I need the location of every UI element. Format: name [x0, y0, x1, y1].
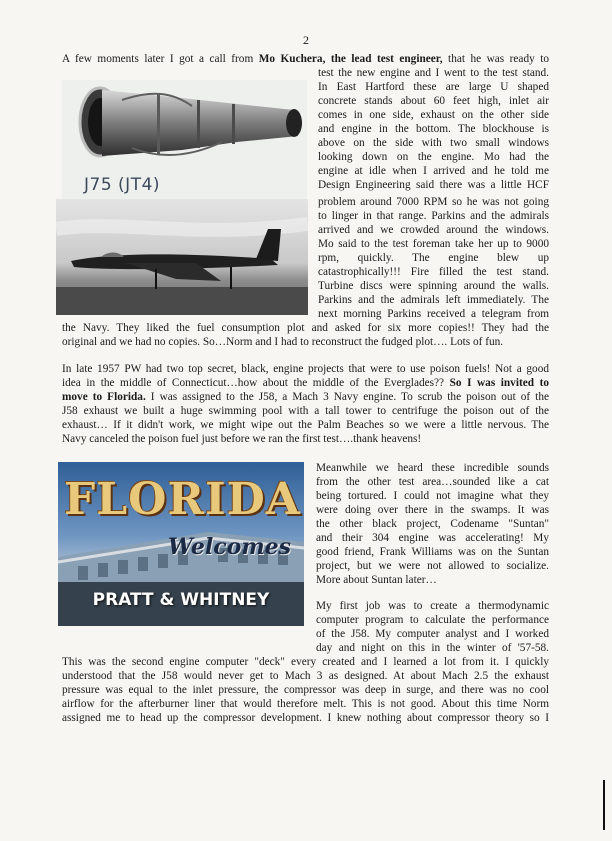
- aircraft-photo: [56, 199, 308, 315]
- pratt-whitney-text: PRATT & WHITNEY: [92, 590, 270, 610]
- p1-line-3: In East Hartford these are large U shaped: [318, 81, 549, 93]
- p1-line-13: arrived and we crowded around the windows.: [318, 224, 549, 236]
- p2-line-6: Navy canceled the poison fuel just before we ran the first test….thank heavens!: [62, 433, 422, 445]
- p3-line-7: good friend, Frank Williams was on the Suntan: [316, 546, 549, 558]
- p3-line-2: from the other test area…sounded like a cat: [316, 476, 549, 488]
- p1-line-21: original and we had no copies. So…Norm and I had to reconstruct the fudged plot…. Lots of fun.: [62, 336, 504, 348]
- p2-line-3: [62, 391, 549, 404]
- p4-line-7: pressure was equal to the inlet pressure, the compressor was deep in surge, and there was no cool: [62, 684, 549, 696]
- jet-aircraft-icon: [56, 199, 308, 315]
- p1-line-9: engine at idle when I arrived and he told me: [318, 165, 549, 177]
- p4-line-4: day and night on this in the winter of '57-58.: [316, 642, 549, 654]
- p2-line-3-bold: move to Florida.: [62, 391, 146, 403]
- p1-line-1-end: that he was ready to: [442, 53, 550, 65]
- p4-line-6: understood that the J58 would never get to Mach 3 as designed. At about Mach 2.5 the exhaust: [62, 670, 549, 682]
- p2-line-2-bold: So I was invited to: [449, 377, 549, 389]
- p3-line-9: More about Suntan later…: [316, 574, 437, 586]
- engine-photo: [62, 80, 307, 199]
- welcomes-text: Welcomes: [168, 534, 291, 560]
- engine-caption: J75 (JT4): [84, 175, 161, 195]
- p2-line-3-end: I was assigned to the J58, a Mach 3 Navy engine. To scrub the poison out of the: [145, 391, 549, 403]
- p1-line-14: Mo said to the test foreman take her up to 9000: [318, 238, 549, 250]
- p1-line-19: next morning Parkins received a telegram from: [318, 308, 549, 320]
- florida-welcomes-photo: [58, 462, 304, 626]
- p3-line-8: project, but we were not allowed to socialize.: [316, 560, 549, 572]
- p1-line-8: looking down on the engine. Mo had the: [318, 151, 549, 163]
- p4-line-2: computer program to calculate the performance: [316, 614, 549, 626]
- p4-line-9: assigned me to head up the compressor development. I knew nothing about compressor theory so I: [62, 712, 549, 724]
- p1-line-20: the Navy. They liked the fuel consumption plot and asked for six more copies!! They had the: [62, 322, 549, 334]
- p1-line-12: to linger in that range. Parkins and the admirals: [318, 210, 549, 222]
- p2-line-5: exhaust… If it didn't work, we might wipe out the Palm Beaches so we were a little nervous. The: [62, 419, 549, 431]
- p4-line-3: of the J58. My computer analyst and I worked: [316, 628, 549, 640]
- p4-line-8: airflow for the afterburner liner that would therefore melt. This is not good. About this time Norm: [62, 698, 549, 710]
- p1-line-18: Parkins and the admirals left immediately. The: [318, 294, 549, 306]
- p3-line-6: and their 304 engine was accelerating! My: [316, 532, 549, 544]
- p2-line-1: In late 1957 PW had two top secret, black, engine projects that were to use poison fuels! Not a good: [62, 363, 549, 375]
- p1-line-2: test the new engine and I went to the test stand.: [318, 67, 549, 79]
- p2-line-2-start: idea in the middle of Connecticut…how about the middle of the Everglades??: [62, 377, 450, 389]
- p3-line-3: being tortured. I could not imagine what they: [316, 490, 549, 502]
- p2-line-2: [62, 377, 549, 390]
- p3-line-4: were doing over there in the swamps. It was: [316, 504, 549, 516]
- p4-line-5: This was the second engine computer "deck" every created and I learned a lot from it. I quickly: [62, 656, 549, 668]
- scan-edge-mark: [603, 780, 605, 830]
- p1-line-6: and engine in the bottom. The blockhouse is: [318, 123, 549, 135]
- p1-line-16: catastrophically!!! Fire filled the test stand.: [318, 266, 549, 278]
- p1-line-15: rpm, quickly. The engine blew up: [318, 252, 549, 264]
- p1-line-1-start: A few moments later I got a call from: [62, 53, 259, 65]
- p1-line-5: comes in one side, exhaust on the other side: [318, 109, 549, 121]
- p3-line-5: the other black project, Codename "Suntan": [316, 518, 549, 530]
- page-number: 2: [303, 33, 309, 47]
- p1-line-1: [62, 53, 549, 66]
- p1-line-11: problem around 7000 RPM so he was not going: [318, 196, 549, 208]
- p1-line-10: Design Engineering said there was a little HCF: [318, 179, 549, 191]
- p4-line-1: My first job was to create a thermodynamic: [316, 600, 549, 612]
- florida-title-text: FLORIDA: [64, 474, 301, 525]
- p1-line-1-bold: Mo Kuchera, the lead test engineer,: [258, 53, 443, 65]
- p2-line-4: J58 exhaust we built a huge swimming pool with a tall tower to centrifuge the poison out of the: [62, 405, 549, 417]
- p3-line-1: Meanwhile we heard these incredible sounds: [316, 462, 549, 474]
- p1-line-17: Turbine discs were spinning around the walls.: [318, 280, 549, 292]
- p1-line-4: concrete stands about 60 feet high, inlet air: [318, 95, 549, 107]
- p1-line-7: above on the side with two small windows: [318, 137, 549, 149]
